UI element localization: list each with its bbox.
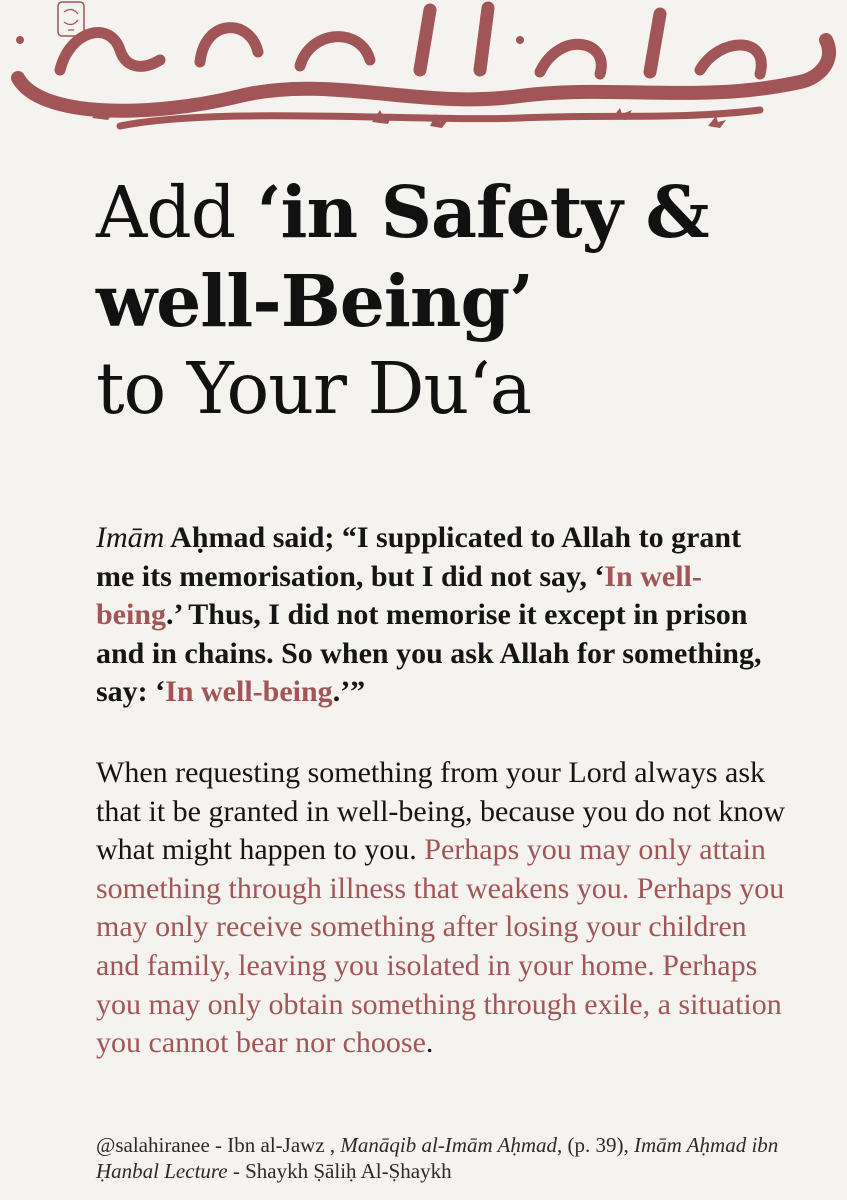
book-title: Manāqib al-Imām Aḥmad (340, 1133, 557, 1157)
highlight-in-well-being: In well-being (96, 559, 702, 632)
artist-seal-icon (58, 2, 84, 36)
explanation-highlight: Perhaps you may only attain something through illness that weakens you. Perhaps you may only receive something after losing your children and family, leaving you isolated in your home. Perhaps you may only obtain something through exile, a situation you cannot bear nor choose (96, 833, 785, 1060)
page-title (96, 168, 816, 433)
source-citation: @salahiranee - Ibn al-Jawz , Manāqib al-Imām Aḥmad, (p. 39), Imām Aḥmad ibn Ḥanbal Lecture - Shaykh Ṣāliḥ Al-Ṣhaykh (96, 1133, 779, 1183)
title-line-2: well-Being’ (96, 259, 533, 343)
arabic-calligraphy-banner-icon (0, 0, 847, 130)
explanation-paragraph: When requesting something from your Lord always ask that it be granted in well-being, because you do not know what might happen to you. Perhaps you may only attain something through illness that weakens you. Perhaps you may only receive something after losing your children and family, leaving you isolated in your home. Perhaps you may only obtain something through exile, a situation you cannot bear nor choose. (96, 756, 785, 1060)
title-line-3: to Your Du‘a (96, 347, 532, 430)
highlight-in-well-being: In well-being (165, 675, 333, 709)
lecture-title: Imām Aḥmad ibn Ḥanbal Lecture (96, 1133, 779, 1183)
imam-label: Imām (96, 521, 165, 554)
title-line-1: Add ‘in Safety & (96, 170, 709, 254)
shaykh-name: Shaykh Ṣāliḥ Al-Ṣhaykh (245, 1159, 452, 1183)
author-handle: @salahiranee - Ibn al-Jawz , (96, 1133, 341, 1157)
quote-paragraph: Imām Aḥmad said; “I supplicated to Allah to grant me its memorisation, but I did not say, ‘In well-being.’ Thus, I did not memorise it except in prison and in chains. So when you ask Allah for something, say: ‘In well-being.’” (96, 521, 762, 709)
